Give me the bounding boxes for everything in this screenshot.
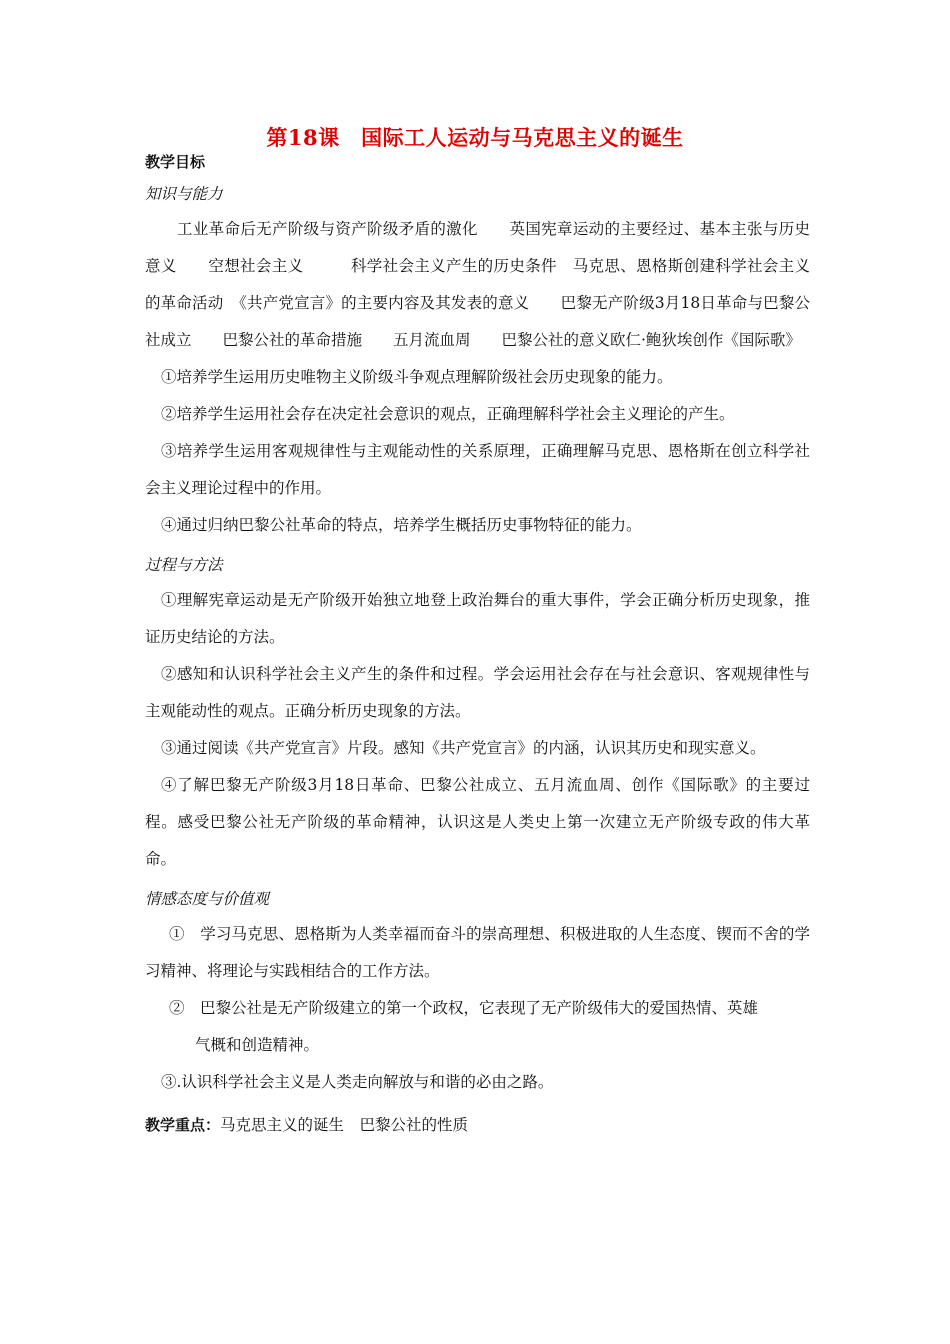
objectives-heading: 教学目标 (145, 153, 206, 171)
process-item-2: ②感知和认识科学社会主义产生的条件和过程。学会运用社会存在与社会意识、客观规律性与主观能动性的观点。正确分析历史现象的方法。 (145, 665, 810, 720)
process-item-3: ③通过阅读《共产党宣言》片段。感知《共产党宣言》的内涵，认识其历史和现实意义。 (161, 739, 766, 757)
values-item-2-line-1: ② 巴黎公社是无产阶级建立的第一个政权，它表现了无产阶级伟大的爱国热情、英雄 (169, 999, 759, 1017)
values-item-3: ③.认识科学社会主义是人类走向解放与和谐的必由之路。 (161, 1073, 554, 1091)
values-item-1: ① 学习马克思、恩格斯为人类幸福而奋斗的崇高理想、积极进取的人生态度、锲而不舍的学习精神、将理论与实践相结合的工作方法。 (145, 925, 810, 980)
knowledge-item-1: ①培养学生运用历史唯物主义阶级斗争观点理解阶级社会历史现象的能力。 (161, 368, 673, 386)
teaching-focus-label: 教学重点： (145, 1116, 221, 1134)
knowledge-item-2: ②培养学生运用社会存在决定社会意识的观点，正确理解科学社会主义理论的产生。 (161, 405, 735, 423)
process-item-1: ①理解宪章运动是无产阶级开始独立地登上政治舞台的重大事件，学会正确分析历史现象，推证历史结论的方法。 (145, 591, 810, 646)
teaching-focus (145, 1107, 810, 1144)
teaching-focus-text: 马克思主义的诞生 巴黎公社的性质 (220, 1116, 469, 1134)
process-item-4: ④了解巴黎无产阶级3月18日革命、巴黎公社成立、五月流血周、创作《国际歌》的主要过程。感受巴黎公社无产阶级的革命精神，认识这是人类史上第一次建立无产阶级专政的伟大革命。 (145, 776, 810, 868)
process-heading: 过程与方法 (145, 556, 223, 574)
document-body (145, 151, 810, 1144)
knowledge-summary: 工业革命后无产阶级与资产阶级矛盾的激化 英国宪章运动的主要经过、基本主张与历史意义 空想社会主义 科学社会主义产生的历史条件 马克思、恩格斯创建科学社会主义的革命活动 《共产党宣言》的主要内容及其发表的意义 巴黎无产阶级3月18日革命与巴黎公社成立 巴黎公社的革命措施 五月流血周 巴黎公社的意义欧仁·鲍狄埃创作《国际歌》 (145, 220, 810, 349)
knowledge-item-3: ③培养学生运用客观规律性与主观能动性的关系原理，正确理解马克思、恩格斯在创立科学社会主义理论过程中的作用。 (145, 442, 810, 497)
page-title: 第18课 国际工人运动与马克思主义的诞生 (266, 125, 684, 150)
knowledge-item-4: ④通过归纳巴黎公社革命的特点，培养学生概括历史事物特征的能力。 (161, 516, 642, 534)
values-item-2-line-2: 气概和创造精神。 (195, 1036, 320, 1054)
values-heading: 情感态度与价值观 (145, 890, 270, 908)
knowledge-heading: 知识与能力 (145, 185, 223, 203)
